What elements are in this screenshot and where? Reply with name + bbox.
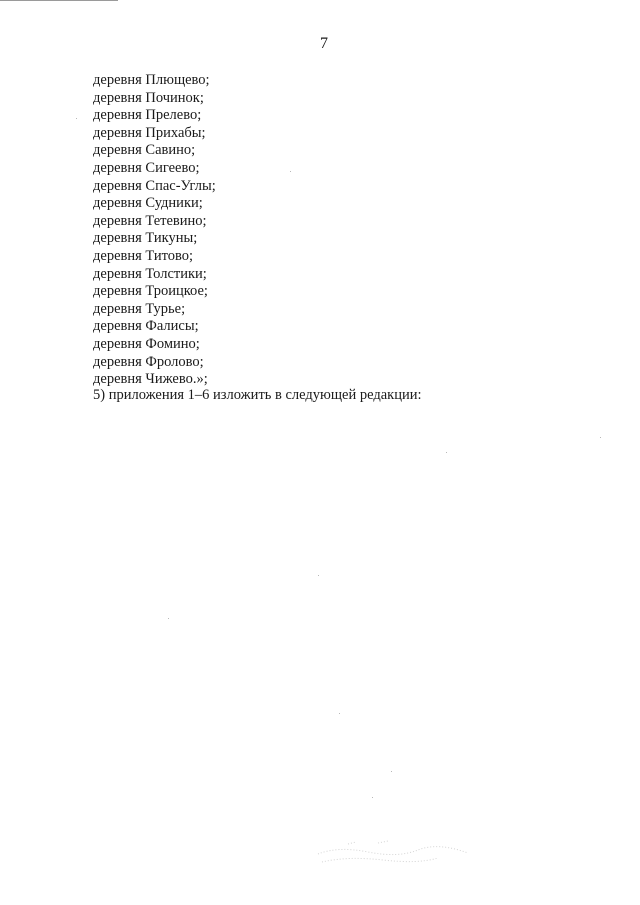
- list-item: деревня Турье;: [93, 300, 186, 317]
- scan-speck: [339, 713, 340, 714]
- list-item: деревня Плющево;: [93, 72, 210, 88]
- bleed-through-stamp: [308, 838, 478, 868]
- list-item: деревня Фролово;: [93, 353, 204, 370]
- page-number: 7: [320, 35, 328, 52]
- list-item: деревня Толстики;: [93, 265, 207, 282]
- list-item: деревня Судники;: [93, 195, 203, 212]
- village-list: [93, 72, 216, 389]
- scan-speck: [372, 797, 373, 798]
- list-item: деревня Тикуны;: [93, 230, 198, 247]
- list-item: деревня Прихабы;: [93, 124, 206, 141]
- amendment-paragraph: 5) приложения 1–6 изложить в следующей редакции:: [93, 387, 422, 403]
- scan-speck: [290, 171, 291, 172]
- scan-speck: [76, 118, 77, 119]
- scan-speck: [391, 771, 392, 772]
- list-item: деревня Фомино;: [93, 335, 200, 352]
- list-item: деревня Прелево;: [93, 107, 202, 124]
- scan-speck: [600, 437, 601, 438]
- list-item: деревня Савино;: [93, 142, 196, 159]
- list-item: деревня Титово;: [93, 247, 194, 264]
- list-item: деревня Тетевино;: [93, 212, 207, 229]
- list-item: деревня Сигеево;: [93, 159, 200, 176]
- list-item: деревня Чижево.»;: [93, 371, 208, 388]
- scan-speck: [168, 618, 169, 619]
- scan-speck: [446, 452, 447, 453]
- list-item: деревня Починок;: [93, 89, 204, 106]
- top-border-line: [0, 0, 118, 1]
- scan-speck: [318, 575, 319, 576]
- list-item: деревня Спас-Углы;: [93, 177, 216, 194]
- list-item: деревня Троицкое;: [93, 283, 208, 300]
- list-item: деревня Фалисы;: [93, 318, 199, 335]
